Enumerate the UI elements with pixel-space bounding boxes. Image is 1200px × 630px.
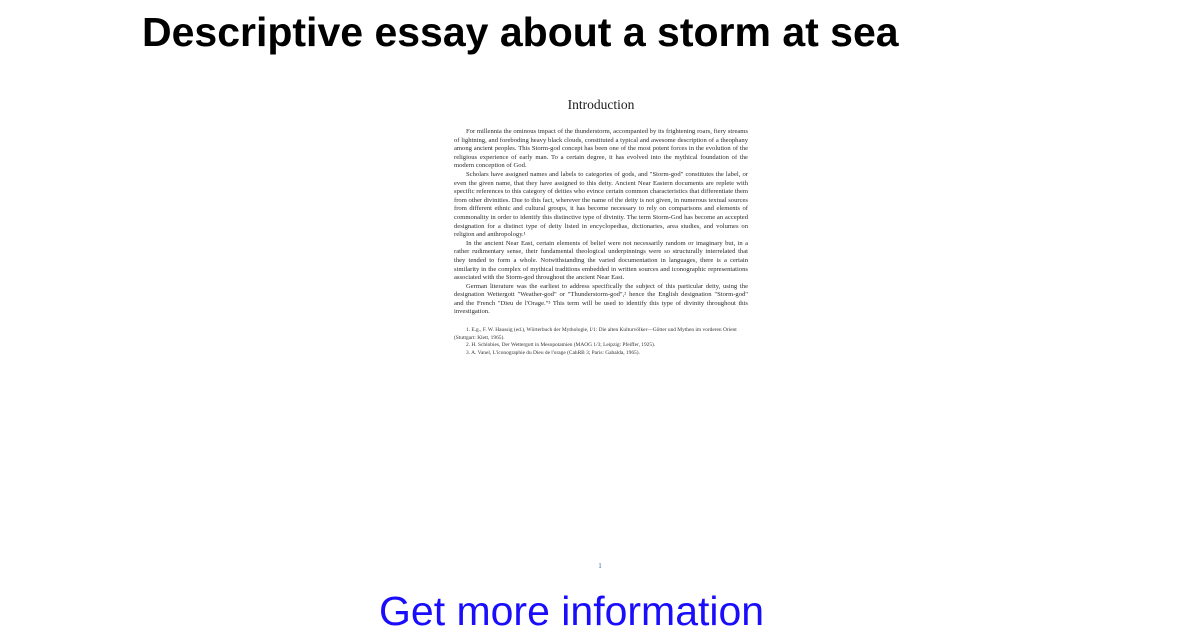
document-paragraph: In the ancient Near East, certain elements of belief were not necessarily random or imaginary but, in a rather rudimentary sense, their fundamental theological underpinnings were so structurally interrelated that they tended to form a whole. Notwithstanding the varied documentation in languages, there is a certain similarity in the complex of mythical traditions embedded in written sources and iconographic representations associated with the Storm-god throughout the ancient Near East.: [454, 239, 748, 282]
document-paragraph: German literature was the earliest to address specifically the subject of this particular deity, using the designation Wettergott "Weather-god" or "Thunderstorm-god",² hence the English designation "Storm-god" and the French "Dieu de l'Orage."³ This term will be used to identify this type of divinity throughout this investigation.: [454, 282, 748, 316]
document-paragraph: Scholars have assigned names and labels to categories of gods, and "Storm-god" constitutes the label, or even the given name, that they have assigned to this deity. Ancient Near Eastern documents are replete with specific references to this category of deities who evince certain common characteristics that differentiate them from other divinities. Due to this fact, wherever the name of the deity is not given, in numerous textual sources from different ethnic and cultural groups, it has become necessary to rely on comparisons and elements of commonality in order to identify this distinctive type of divinity. The term Storm-God has become an accepted designation for a distinct type of deity listed in encyclopedias, dictionaries, area studies, and volumes on religion and anthropology.¹: [454, 170, 748, 239]
footnote: 2. H. Schlobies, Der Wettergott in Mesopotamien (MAOG 1/3; Leipzig: Pfeiffer, 1925).: [466, 342, 656, 349]
page-number: 1: [598, 562, 602, 570]
document-title: Introduction: [567, 97, 635, 112]
footnote: 1. E.g., F. W. Haussig (ed.), Wörterbuch der Mythologie, I/1: Die alten Kulturvölker—Götter und Mythen im vorderen Orient (Stuttgart: Klett, 1965).: [454, 327, 737, 341]
document-page-image: [442, 82, 758, 578]
footnote: 3. A. Vanel, L'iconographie du Dieu de l'orage (CahRB 3; Paris: Gabalda, 1965).: [466, 349, 640, 356]
document-paragraph: For millennia the ominous impact of the thunderstorm, accompanied by its frightening roars, fiery streams of lightning, and foreboding heavy black clouds, constituted a typical and awesome description of a theophany among ancient peoples. This Storm-god concept has been one of the most potent forces in the evolution of the religious experience of early man. To a certain degree, it has evolved into the mythical foundation of the modern conception of God.: [454, 128, 748, 170]
page-title: Descriptive essay about a storm at sea: [142, 9, 899, 55]
footnotes-list: [454, 327, 748, 357]
get-more-information-link[interactable]: Get more information: [379, 588, 765, 630]
